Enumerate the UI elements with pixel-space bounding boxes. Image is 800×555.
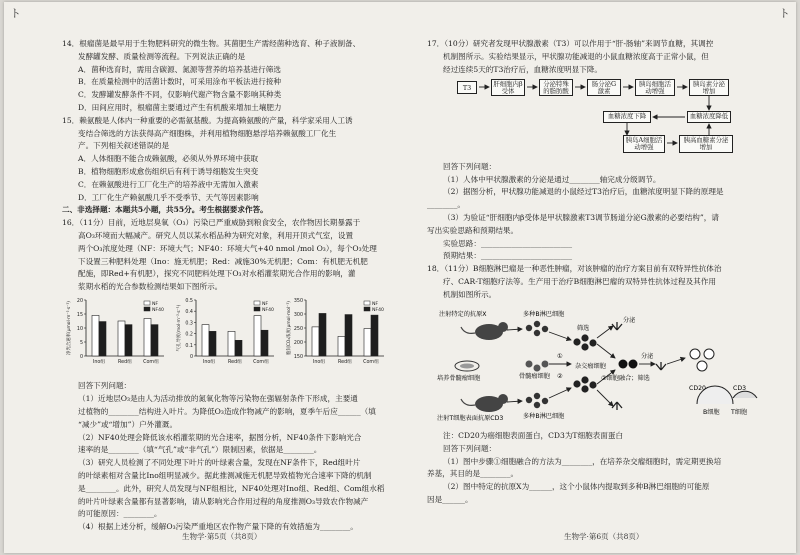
chart-bar	[92, 316, 99, 357]
chart-category-label: Ino组	[202, 360, 216, 366]
chart-bar	[261, 331, 268, 357]
chart-y-tick-label: 0	[189, 355, 193, 361]
question-16	[62, 217, 392, 292]
q17-line: 经过连续5天的T3治疗后，血糖浓度明显下降。	[443, 64, 603, 74]
q18-answer-line: 因是______。	[427, 494, 473, 504]
chart-y-axis-label: 胞间CO₂浓度(μmol·mol⁻¹)	[287, 301, 292, 356]
chart-legend-label: NF	[262, 302, 269, 308]
q16-answer-line: （4）根据上述分析，缓解O₃污染严重地区农作物产量下降的有效措施为________。	[78, 522, 358, 532]
q16-answer-line: 的叶片叶绿素含量都有显著影响，请从影响光合作用过程的角度推测O₃导致农作物减产	[78, 496, 369, 506]
q14-option-c: C．发酵罐发酵条件不同，仅影响代谢产物含量不影响其种类	[78, 90, 282, 100]
q16-answer-line: 的可能原因：________。	[78, 509, 162, 519]
chart-y-axis-label: 净光合速率(μmol·m⁻²·s⁻¹)	[67, 301, 72, 356]
chart-bar	[345, 315, 352, 356]
q16-answer-line: 是________。此外，研究人员发现与NF组相比，NF40处理对Ino组、Red组、Com组水稻	[78, 483, 385, 493]
q16-answer-line: 速率的是________（填“气孔”或“非气孔”）限制因素，依据是________。	[78, 445, 322, 455]
label-b-cell: B细胞	[703, 408, 720, 416]
bispecific-hybridoma-icon	[619, 359, 638, 368]
mouse-icon	[461, 322, 508, 340]
culture-dish-icon	[460, 363, 474, 368]
q18-line: 18．（11分）B细胞淋巴瘤是一种恶性肿瘤，对该肿瘤的治疗方案目前有双特异性抗体治	[427, 264, 722, 274]
q17-line: 机制图所示。实验结果显示，甲状腺功能减退的小鼠血糖浓度高于正常小鼠，但	[443, 51, 709, 61]
q15-line: 变结合筛选的方法获得高产细胞株，并利用植物细胞悬浮培养赖氨酸工厂化生	[78, 128, 337, 138]
chart-y-tick-label: 150	[293, 355, 303, 361]
question-18-subquestions	[427, 430, 762, 505]
q17-answer-line: 实验思路：________________________	[443, 238, 573, 248]
chart-bar	[228, 332, 235, 357]
label-t-cell: T细胞	[731, 408, 748, 416]
blood-glucose-down-box: 血糖浓度降低	[687, 111, 731, 123]
q17-answer-line: 回答下列问题：	[443, 161, 497, 171]
q17-answer-line: ________。	[427, 200, 465, 210]
q16-line: 16．（11分）目前，近地层臭氧（O₃）污染已严重威胁到粮食安全，农作物因长期暴露于	[62, 218, 361, 228]
q16-answer-line: 的叶绿素相对含量比Ino组明显减少。据此推测减施无机肥导致植物光合速率下降的机制	[78, 470, 372, 480]
label-multi-b2: 多种B淋巴细胞	[523, 412, 565, 420]
chart-legend-label: NF40	[372, 308, 384, 314]
chart-bar	[209, 332, 216, 357]
q15-option-b: B．植物细胞形成愈伤组织后有利于诱导细胞发生突变	[78, 166, 259, 176]
blood-glucose-decline-box: 血糖浓度下降	[603, 111, 651, 123]
q18-note: 注：CD20为癌细胞表面蛋白，CD3为T细胞表面蛋白	[443, 430, 624, 440]
label-inject-x: 注射特定的抗原X	[439, 310, 487, 318]
chart-y-tick-label: 0.5	[185, 299, 193, 305]
q18-line: 疗、CAR-T细胞疗法等。生产用于治疗B细胞淋巴瘤的双特异性抗体过程及其作用	[443, 276, 716, 286]
section-heading: 二、非选择题：本题共5小题，共55分。考生根据要求作答。	[62, 205, 268, 215]
chart-legend-swatch	[254, 307, 260, 311]
q14-option-d: D．田间应用时，根瘤菌主要通过产生有机酸来增加土壤肥力	[78, 102, 282, 112]
chart-y-tick-label: 0.3	[185, 321, 193, 327]
label-culture: 培养骨髓瘤细胞	[437, 374, 481, 382]
chart-legend-swatch	[254, 301, 260, 305]
label-screen: 筛选	[577, 324, 590, 332]
q16-answer-line: 回答下列问题：	[78, 381, 132, 391]
mouse-icon	[461, 394, 508, 412]
chart-bar	[371, 315, 378, 356]
page-footer-right: 生物学·第6页（共8页）	[564, 532, 644, 541]
chart-bar	[364, 329, 371, 356]
label-cd3: CD3	[733, 384, 747, 392]
islet-a-box: 胰岛A细胞活动增强	[623, 135, 665, 153]
q16-line: 配施，即Red+有机肥），探究不同肥料处理下O₃对水稻灌浆期光合作用的影响，灌	[78, 269, 356, 279]
chart-legend-swatch	[144, 301, 150, 305]
q16-answer-line: （2）NF40处理会降低该水稻灌浆期的光合速率，据图分析，NF40条件下影响光合	[78, 432, 362, 442]
chart-bar	[144, 319, 151, 357]
q17-answer-line: （3）为验证“肝细胞内β受体是甲状腺激素T3调节肠道分泌G激素的必要结构”，请	[443, 212, 719, 222]
q16-answer-line: （1）近地层O₃是由人为活动排放的氮氧化物等污染物在强辐射条件下形成，主要通	[78, 394, 358, 404]
q16-line: 两个O₃浓度处理（NF：环境大气；NF40：环境大气+40 nmol /mol O₃），每个O₃处理	[78, 243, 377, 253]
t-cell-icon	[733, 391, 757, 398]
q14-option-a: A．菌种选育时，需用含碳源、氮源等营养的培养基进行筛选	[78, 64, 281, 74]
corner-mark-left: ト	[10, 7, 21, 20]
label-hybridoma: 杂交瘤细胞	[575, 362, 606, 370]
charts-svg	[62, 294, 392, 378]
myeloma-cell-icon	[526, 360, 549, 371]
chart-bar	[254, 316, 261, 356]
chart-category-label: Com组	[253, 360, 269, 366]
q15-option-a: A．人体细胞不能合成赖氨酸，必须从外界环境中获取	[78, 154, 259, 164]
g-hormone-box: 肠分泌G激素	[587, 79, 621, 96]
chart-legend-label: NF	[152, 302, 159, 308]
chart-legend-swatch	[144, 307, 150, 311]
chart-y-tick-label: 300	[293, 313, 303, 319]
label-step1: ①	[557, 352, 563, 360]
q16-line: 浆期水稻的光合参数检测结果如下图所示。	[78, 282, 223, 292]
islet-box: 胰岛细胞活动增强	[635, 79, 675, 96]
chart-bar	[235, 341, 242, 357]
chart-y-tick-label: 0.1	[185, 344, 193, 350]
chart-legend-label: NF40	[152, 308, 164, 314]
q17-answer-line: （2）据图分析，甲状腺功能减退的小鼠经过T3治疗后，血糖浓度明显下降的原理是	[443, 187, 724, 197]
label-inject-cd3: 注射T细胞表面抗原CD3	[437, 414, 504, 422]
chart-category-label: Red组	[118, 360, 132, 366]
label-multi-b1: 多种B淋巴细胞	[523, 310, 565, 318]
page-footer-left: 生物学·第5页（共8页）	[182, 532, 262, 541]
b-cell-cluster-icon	[526, 321, 548, 336]
q17-answer-line: （1）人体中甲状腺激素的分泌是通过________轴完成分级调节。	[443, 174, 661, 184]
chart-bar	[202, 325, 209, 356]
hybridoma-cell-icon	[573, 334, 596, 350]
label-step2: ②	[557, 372, 563, 380]
q18-answer-line: （2）图中特定的抗原X为______，这个小鼠体内提取到多种B淋巴细胞的可能原	[443, 482, 710, 492]
question-17	[427, 38, 762, 75]
chart-y-tick-label: 0	[79, 355, 83, 361]
question-16-subquestions	[62, 380, 392, 532]
chart-legend-swatch	[364, 307, 370, 311]
glucagon-box: 胰高血糖素分泌增加	[679, 135, 733, 153]
q17-answer-line: 预期结果：________________________	[443, 251, 573, 261]
q15-line: 15．赖氨酸是人体内一种重要的必需氨基酸。为提高赖氨酸的产量，科学家采用人工诱	[62, 115, 353, 125]
q15-option-c: C．在赖氨酸进行工厂化生产的培养液中无需加入激素	[78, 179, 259, 189]
photosynthesis-charts	[62, 294, 392, 378]
chart-y-tick-label: 0.4	[185, 310, 193, 316]
q14-line: 发酵罐发酵、质量检测等流程。下列说法正确的是	[78, 51, 246, 61]
liver-receptor-box: 肝细胞内β受体	[491, 79, 525, 96]
chart-y-tick-label: 0.2	[185, 332, 193, 338]
question-18	[427, 263, 762, 300]
corner-mark-right: ト	[779, 7, 790, 20]
chart-y-tick-label: 350	[293, 299, 303, 305]
chart-bar	[118, 321, 125, 356]
bispecific-antibody-figure	[427, 302, 762, 428]
chart-bar	[312, 327, 319, 356]
q18-answer-line: （1）图中步骤①细胞融合的方法为________，在培养杂交瘤细胞时，需定期更换培	[443, 456, 722, 466]
q16-answer-line: “减少”或“增加”）户外灌溉。	[78, 419, 178, 429]
question-14	[62, 38, 392, 113]
q18-line: 机制如图所示。	[443, 289, 497, 299]
fatty-acid-box: 分泌特殊的脂肪酸	[539, 79, 573, 96]
chart-y-tick-label: 200	[293, 341, 303, 347]
q18-answer-line: 养基，其目的是________。	[427, 469, 519, 479]
hybridoma-cell-icon	[573, 376, 596, 392]
q18-answer-line: 回答下列问题：	[443, 443, 497, 453]
q14-option-b: B．在质量检测中的活菌计数时，可采用涂布平板法进行接种	[78, 77, 282, 87]
left-page	[62, 38, 392, 534]
chart-bar	[125, 325, 132, 356]
exam-sheet	[4, 2, 796, 553]
q15-line: 产。下列相关叙述错误的是	[78, 141, 170, 151]
chart-category-label: Ino组	[92, 360, 106, 366]
label-fusion-screen: ②细胞融合；筛选	[601, 374, 650, 382]
chart-bar	[338, 337, 345, 357]
q17-line: 17．（10分）研究者发现甲状腺激素（T3）可以作用于“肝-肠轴”来调节血糖，其调控	[427, 39, 714, 48]
label-secrete2: 分泌	[641, 352, 654, 360]
chart-y-tick-label: 5	[79, 341, 83, 347]
chart-y-tick-label: 15	[76, 313, 83, 319]
chart-y-axis-label: 气孔导度(mol·m⁻²·s⁻¹)	[177, 305, 182, 352]
chart-legend-label: NF	[372, 302, 379, 308]
chart-bar	[319, 314, 326, 357]
b-cell-cluster-icon	[526, 393, 548, 408]
chart-bar	[99, 322, 106, 356]
q17-answer-line: 写出实验思路和预期结果。	[427, 225, 519, 235]
question-15	[62, 115, 392, 203]
chart-category-label: Red组	[338, 360, 352, 366]
question-17-subquestions	[427, 161, 762, 262]
chart-legend-label: NF40	[262, 308, 274, 314]
insulin-box: 胰岛素分泌增加	[689, 79, 729, 96]
antibody-diagram	[427, 302, 762, 428]
cancer-cell-icon	[690, 349, 714, 371]
q16-line: 高O₃环境而大幅减产。研究人员以某水稻品种为研究对象，利用开顶式气室，设置	[78, 230, 354, 240]
chart-y-tick-label: 10	[76, 327, 83, 333]
chart-category-label: Com组	[143, 360, 159, 366]
right-page	[427, 38, 762, 507]
chart-category-label: Red组	[228, 360, 242, 366]
q16-answer-line: （3）研究人员检测了不同处理下叶片的叶绿素含量，发现在NF条件下，Red组叶片	[78, 458, 361, 468]
q16-answer-line: 过植物的________结构进入叶片。为降低O₃造成作物减产的影响，夏季午后应______（填	[78, 406, 376, 416]
chart-category-label: Ino组	[312, 360, 326, 366]
chart-bar	[151, 325, 158, 356]
chart-category-label: Com组	[363, 360, 379, 366]
chart-legend-swatch	[364, 301, 370, 305]
q15-option-d: D．工厂化生产赖氨酸几乎不受季节、天气等因素影响	[78, 192, 259, 202]
t3-box: T3	[457, 81, 477, 94]
q16-line: 下设置三种肥料处理（Ino：施无机肥；Red：减施30%无机肥；Com：有机肥无机肥	[78, 256, 368, 266]
chart-y-tick-label: 250	[293, 327, 303, 333]
chart-y-tick-label: 20	[76, 299, 83, 305]
t3-regulation-diagram	[427, 77, 762, 159]
label-cd20: CD20	[689, 384, 706, 392]
q14-line: 14．根瘤菌是最早用于生物肥料研究的微生物。其菌肥生产需经菌种选育、种子液制备、	[62, 39, 361, 48]
label-myeloma: 骨髓瘤细胞	[519, 372, 550, 380]
label-secrete: 分泌	[623, 316, 636, 324]
